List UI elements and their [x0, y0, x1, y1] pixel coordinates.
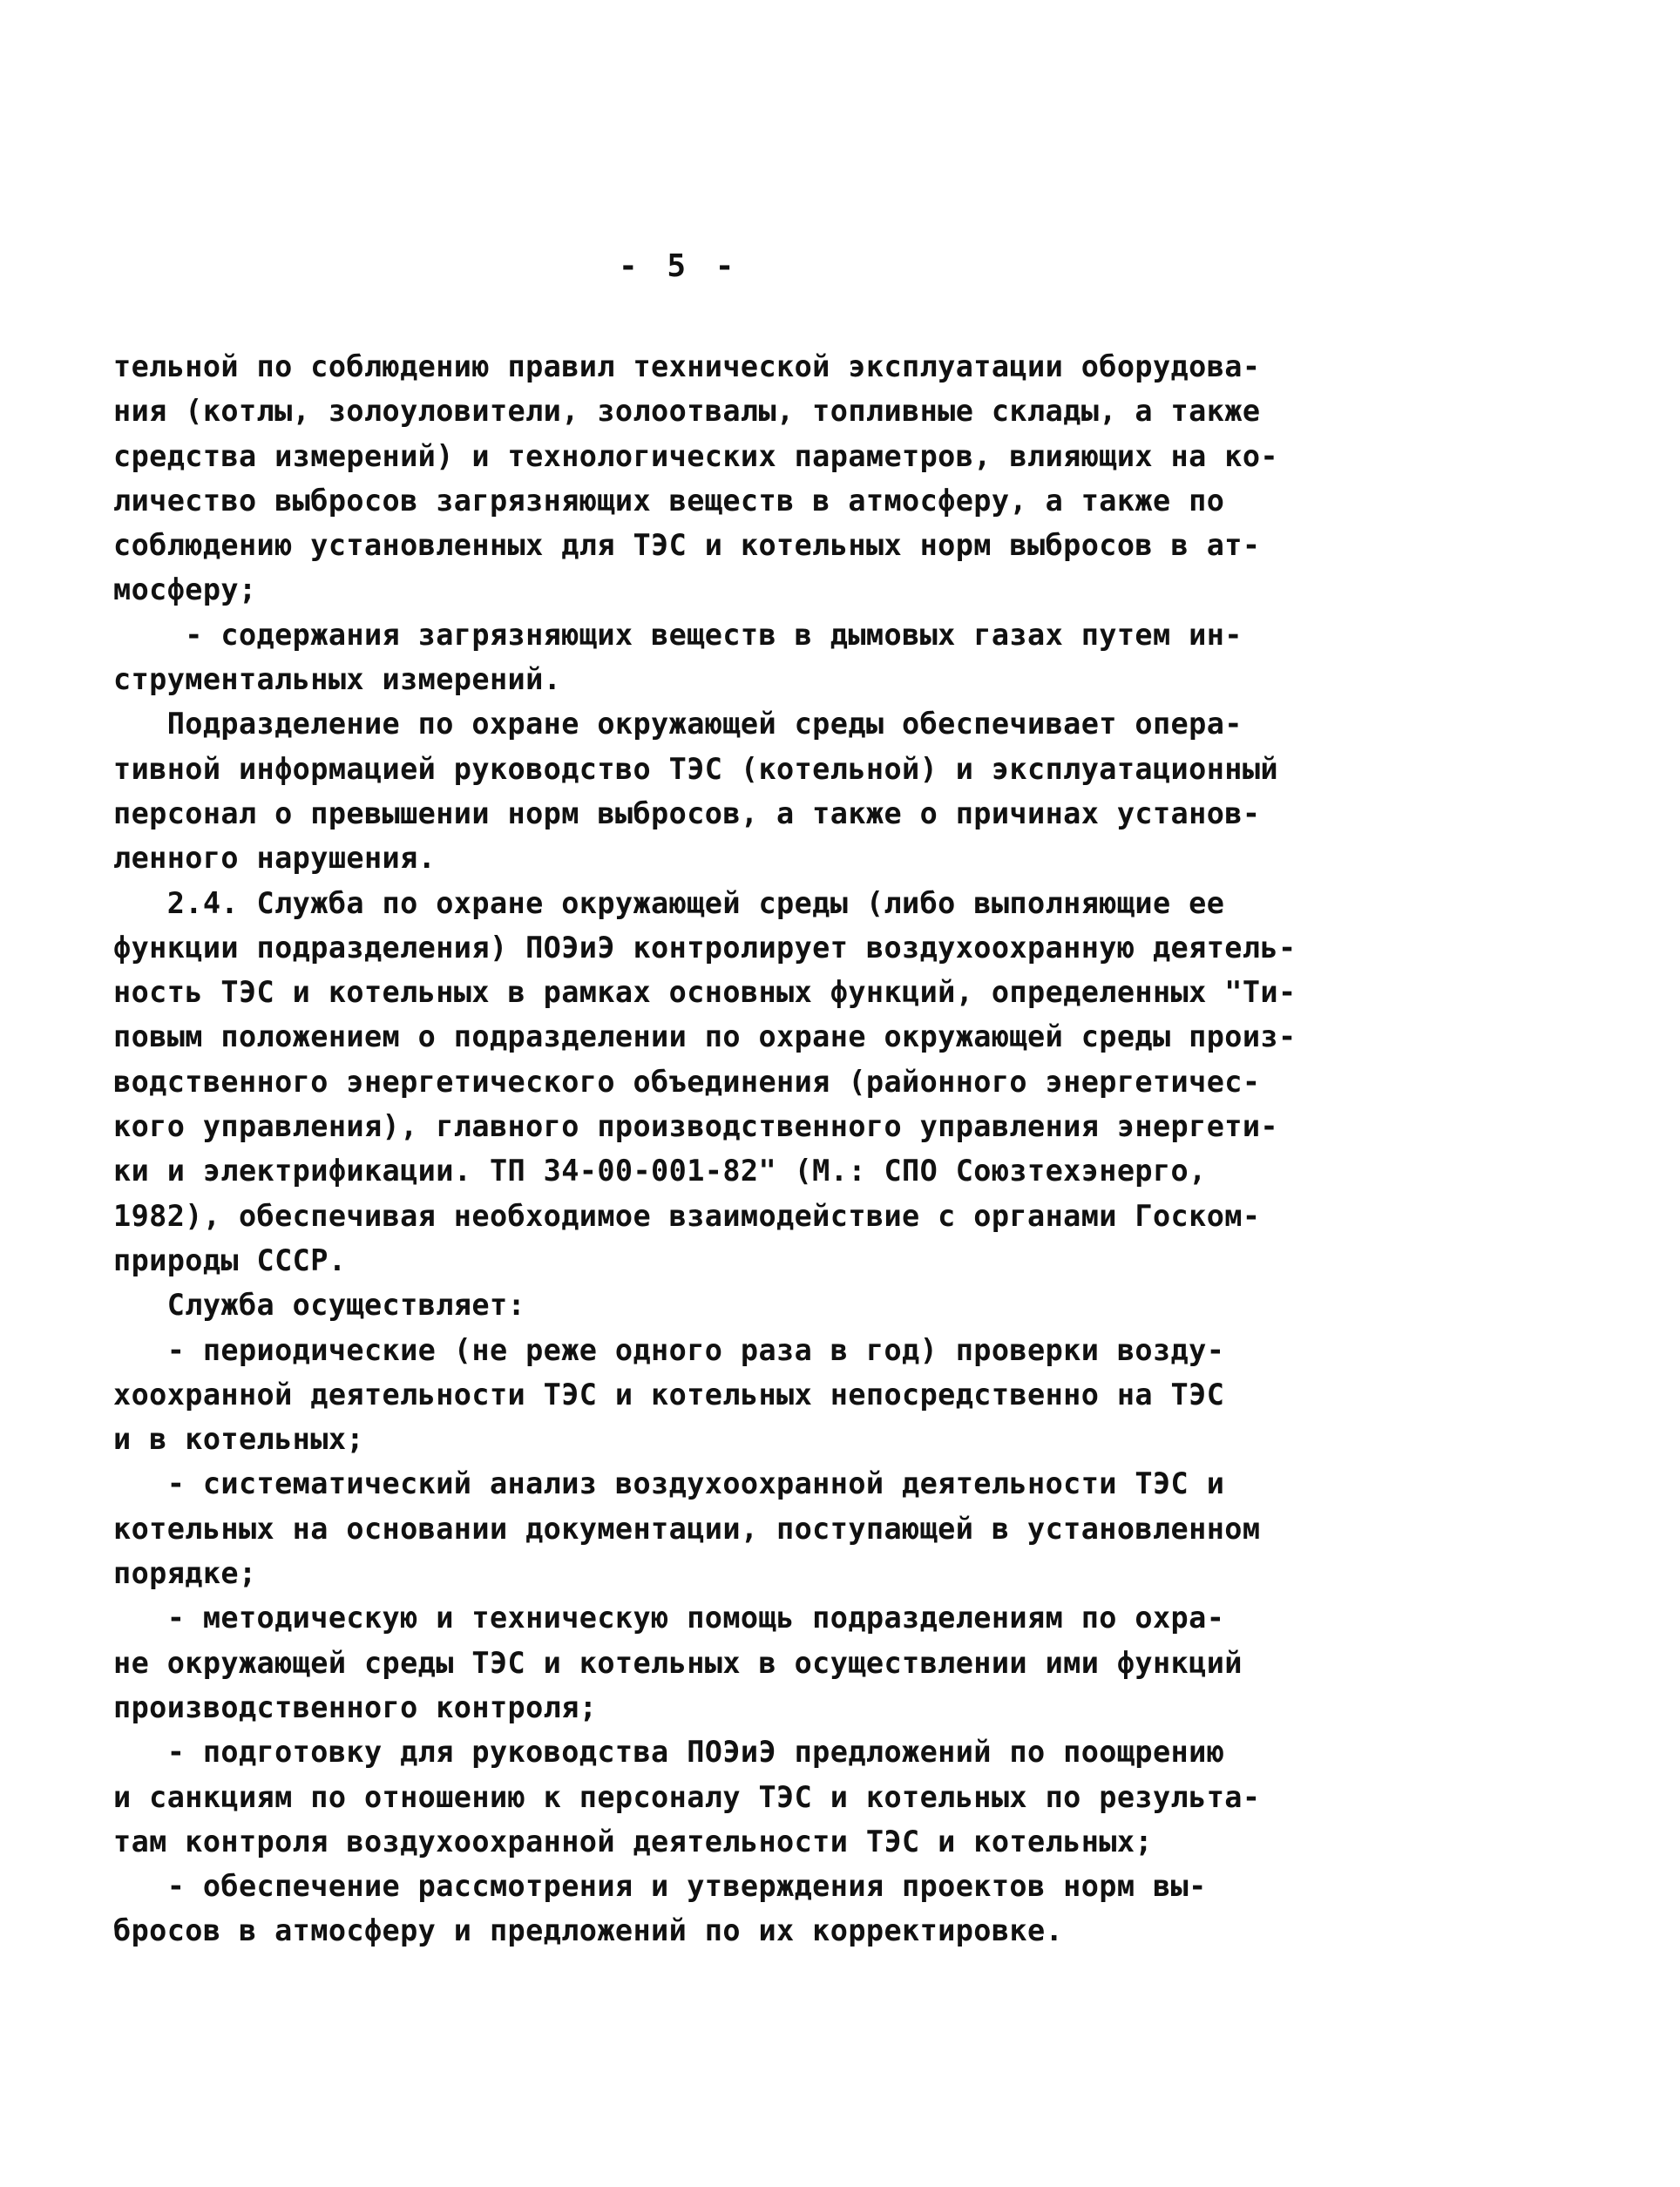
text-line: бросов в атмосферу и предложений по их корректировке.	[113, 1913, 1064, 1948]
text-line: котельных на основании документации, поступающей в установленном	[113, 1511, 1261, 1546]
text-line: - обеспечение рассмотрения и утверждения проектов норм вы-	[113, 1869, 1207, 1904]
text-line: водственного энергетического объединения (районного энергетичес-	[113, 1064, 1261, 1099]
text-line: повым положением о подразделении по охране окружающей среды произ-	[113, 1019, 1297, 1054]
text-line: - периодические (не реже одного раза в год) проверки возду-	[113, 1332, 1225, 1367]
text-line: там контроля воздухоохранной деятельности ТЭС и котельных;	[113, 1824, 1153, 1859]
text-line: Подразделение по охране окружающей среды обеспечивает опера-	[113, 707, 1243, 741]
text-line: ность ТЭС и котельных в рамках основных функций, определенных "Ти-	[113, 975, 1297, 1010]
text-line: 2.4. Служба по охране окружающей среды (либо выполняющие ее	[113, 885, 1225, 920]
text-line: не окружающей среды ТЭС и котельных в осуществлении ими функций	[113, 1645, 1243, 1680]
text-line: производственного контроля;	[113, 1689, 598, 1724]
text-line: Служба осуществляет:	[113, 1288, 526, 1323]
body-text	[113, 344, 1333, 1953]
text-line: - содержания загрязняющих веществ в дымовых газах путем ин-	[113, 617, 1243, 652]
text-line: ния (котлы, золоуловители, золоотвалы, топливные склады, а также	[113, 394, 1261, 429]
page-number: - 5 -	[619, 248, 740, 284]
text-line: личество выбросов загрязняющих веществ в атмосферу, а также по	[113, 483, 1225, 518]
text-line: струментальных измерений.	[113, 662, 562, 697]
text-line: природы СССР.	[113, 1242, 347, 1277]
text-line: тивной информацией руководство ТЭС (котельной) и эксплуатационный	[113, 751, 1278, 786]
text-line: - систематический анализ воздухоохранной деятельности ТЭС и	[113, 1466, 1225, 1501]
text-line: - методическую и техническую помощь подразделениям по охра-	[113, 1601, 1225, 1635]
text-line: мосферу;	[113, 572, 257, 607]
text-line: и санкциям по отношению к персоналу ТЭС и котельных по результа-	[113, 1779, 1261, 1814]
text-line: тельной по соблюдению правил технической эксплуатации оборудова-	[113, 349, 1261, 383]
text-line: порядке;	[113, 1556, 257, 1591]
text-line: персонал о превышении норм выбросов, а также о причинах установ-	[113, 796, 1261, 830]
text-line: ки и электрификации. ТП 34-00-001-82" (М.: СПО Союзтехэнерго,	[113, 1154, 1207, 1188]
text-line: ленного нарушения.	[113, 841, 437, 876]
text-line: функции подразделения) ПОЭиЭ контролирует воздухоохранную деятель-	[113, 930, 1297, 965]
text-line: и в котельных;	[113, 1422, 364, 1457]
text-line: 1982), обеспечивая необходимое взаимодействие с органами Госком-	[113, 1198, 1261, 1233]
text-line: кого управления), главного производственного управления энергети-	[113, 1109, 1278, 1144]
text-line: соблюдению установленных для ТЭС и котельных норм выбросов в ат-	[113, 528, 1261, 563]
text-line: - подготовку для руководства ПОЭиЭ предложений по поощрению	[113, 1735, 1225, 1770]
text-line: средства измерений) и технологических параметров, влияющих на ко-	[113, 438, 1278, 473]
text-line: хоохранной деятельности ТЭС и котельных непосредственно на ТЭС	[113, 1377, 1225, 1412]
